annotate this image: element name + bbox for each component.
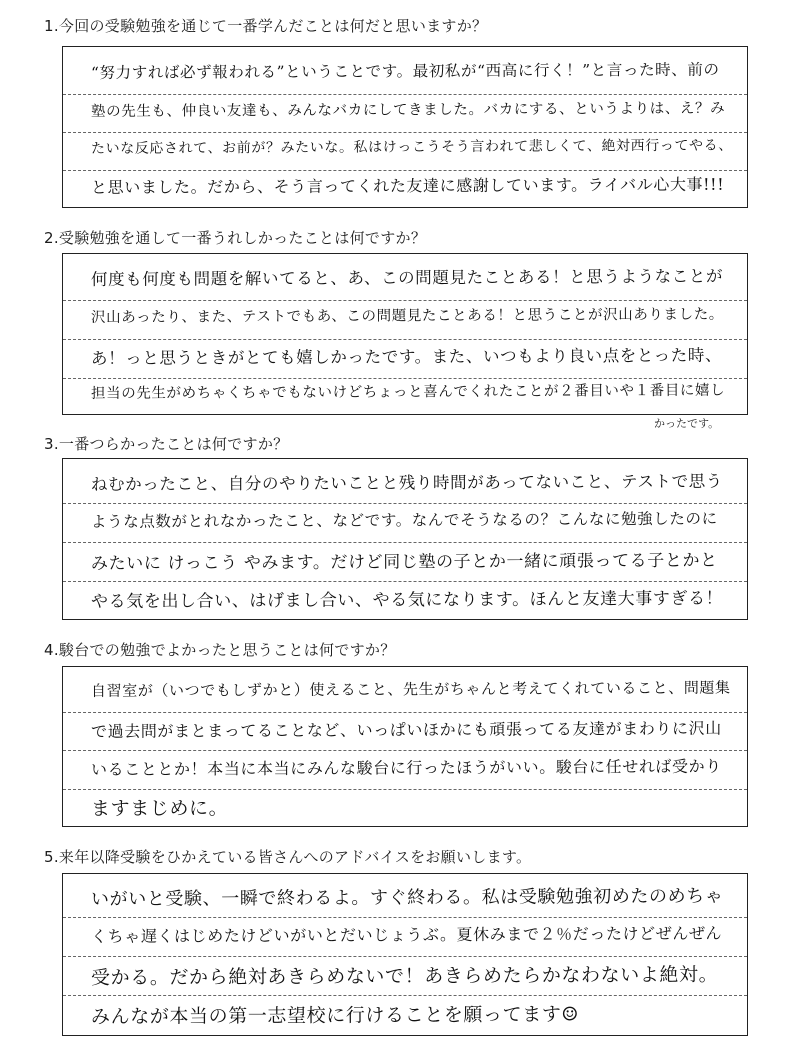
question-4-label: 4.駿台での勉強でよかったと思うことは何ですか？ [44,641,396,659]
answer-4-rule [63,712,747,713]
answer-5-line-4: みんなが本当の第一志望校に行けることを願ってます☺ [90,1003,580,1028]
answer-4-rule [63,750,747,751]
answer-1-line-4: と思いました。だから、そう言ってくれた友達に感謝しています。ライバル心大事!!! [90,174,725,197]
answer-2-rule [63,300,747,301]
answer-3-rule [63,581,747,582]
answer-5-line-2: くちゃ遅くはじめたけどいがいとだいじょうぶ。夏休みまで２％だったけどぜんぜん [90,923,723,946]
answer-2-overflow-note: かったです。 [654,417,720,430]
answer-5-box [62,873,748,1036]
answer-5-line-3: 受かる。だから絶対あきらめないで！あきらめたらかなわないよ絶対。 [90,963,719,989]
answer-4-line-1: 自習室が（いつでもしずかと）使えること、先生がちゃんと考えてくれていること、問題集 [90,678,731,700]
answer-4-line-3: いることとか！本当に本当にみんな駿台に行ったほうがいい。駿台に任せれば受かり [90,756,722,779]
answer-3-rule [63,542,747,543]
answer-2-rule [63,339,747,340]
answer-2-line-3: あ！っと思うときがとても嬉しかったです。また、いつもより良い点をとった時、 [90,345,723,368]
answer-3-line-3: みたいに けっこう やみます。だけど同じ塾の子とか一緒に頑張ってる子とかと [90,550,718,574]
answer-3-rule [63,503,747,504]
answer-1-rule [63,170,747,171]
answer-2-box [62,253,748,415]
question-3-label: 3.一番つらかったことは何ですか？ [44,435,289,453]
answer-4-line-4: ますまじめに。 [90,797,229,820]
answer-3-line-2: ような点数がとれなかったこと、などです。なんでそうなるの？こんなに勉強したのに [90,509,718,531]
answer-1-line-3: たいな反応されて、お前が？みたいな。私はけっこうそう言われて悲しくて、絶対西行ってやる、 [90,137,733,157]
answer-2-line-4: 担当の先生がめちゃくちゃでもないけどちょっと喜んでくれたことが２番目いや１番目に嬉し [90,382,726,402]
answer-4-rule [63,789,747,790]
answer-1-line-2: 塾の先生も、仲良い友達も、みんなバカにしてきました。バカにする、というよりは、え？み [90,100,726,120]
question-5-label: 5.来年以降受験をひかえている皆さんへのアドバイスをお願いします。 [44,848,532,866]
answer-5-rule [63,917,747,918]
answer-5-rule [63,956,747,957]
answer-1-box [62,46,748,208]
answer-1-rule [63,94,747,95]
answer-4-box [62,666,748,827]
question-2-label: 2.受験勉強を通して一番うれしかったことは何ですか？ [44,229,427,247]
answer-4-line-2: で過去問がまとまってることなど、いっぱいほかにも頑張ってる友達がまわりに沢山 [90,718,722,741]
answer-1-rule [63,132,747,133]
answer-2-line-1: 何度も何度も問題を解いてると、あ、この問題見たことある！と思うようなことが [90,266,724,289]
answer-2-line-2: 沢山あったり、また、テストでもあ、この問題見たことある！と思うことが沢山ありました。 [90,306,724,326]
answer-3-line-4: やる気を出し合い、はげまし合い、やる気になります。ほんと友達大事すぎる！ [90,588,724,612]
answer-5-rule [63,995,747,996]
answer-3-line-1: ねむかったこと、自分のやりたいことと残り時間があってないこと、テストで思う [90,471,723,494]
question-1-label: 1.今回の受験勉強を通じて一番学んだことは何だと思いますか？ [44,17,488,35]
answer-1-line-1: “努力すれば必ず報われる”ということです。最初私が“西高に行く！”と言った時、前の [90,60,720,82]
answer-5-line-1: いがいと受験、一瞬で終わるよ。すぐ終わる。私は受験勉強初めたのめちゃ [90,885,724,910]
answer-3-box [62,458,748,620]
